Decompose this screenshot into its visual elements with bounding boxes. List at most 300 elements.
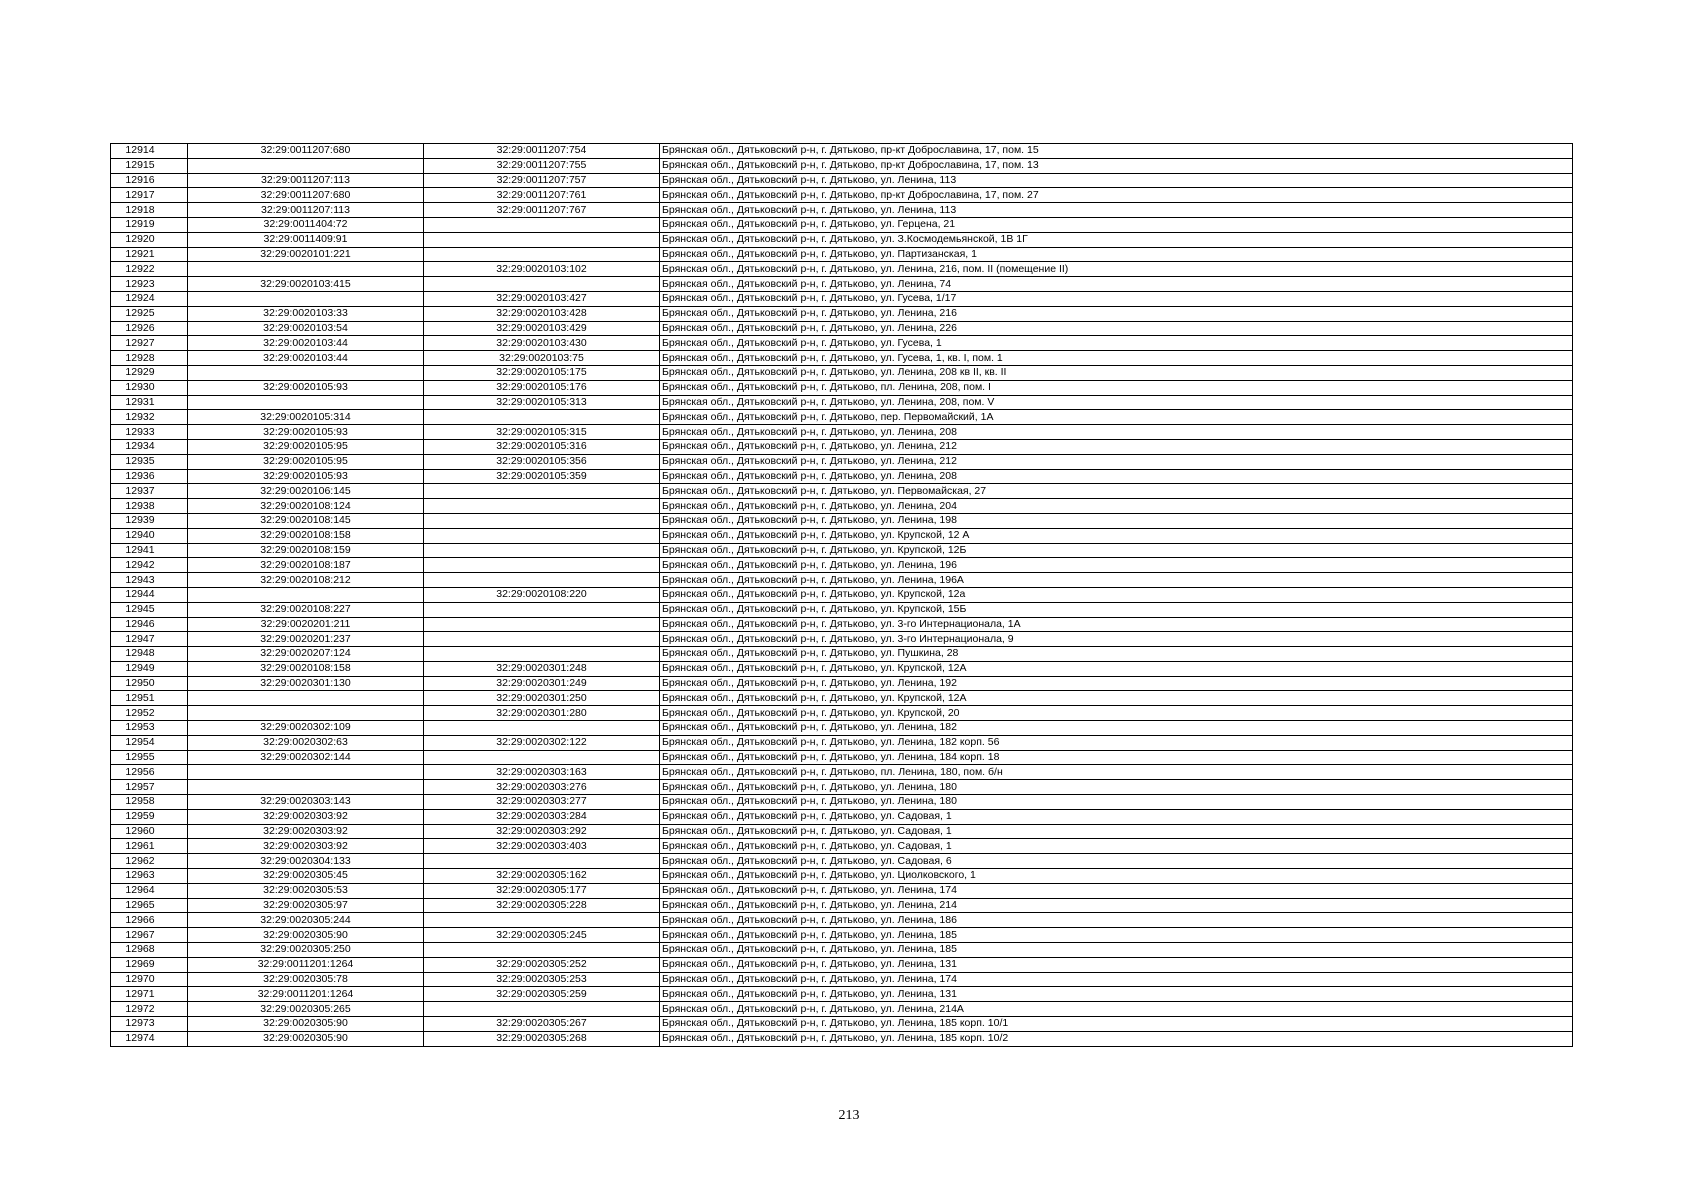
address-cell: Брянская обл., Дятьковский р-н, г. Дятьково, ул. Ленина, 196	[660, 558, 1573, 573]
object-cadastral-number-cell: 32:29:0020105:316	[424, 439, 660, 454]
cadastral-number-cell: 32:29:0011207:113	[188, 203, 424, 218]
table-row	[111, 854, 1573, 869]
row-number-cell: 12927	[111, 336, 188, 351]
table-row	[111, 144, 1573, 159]
object-cadastral-number-cell: 32:29:0020105:176	[424, 380, 660, 395]
cadastral-number-cell	[188, 262, 424, 277]
object-cadastral-number-cell	[424, 543, 660, 558]
row-number-cell: 12960	[111, 824, 188, 839]
address-cell: Брянская обл., Дятьковский р-н, г. Дятьково, ул. Ленина, 208, пом. V	[660, 395, 1573, 410]
object-cadastral-number-cell: 32:29:0011207:755	[424, 158, 660, 173]
address-cell: Брянская обл., Дятьковский р-н, г. Дятьково, пл. Ленина, 180, пом. б/н	[660, 765, 1573, 780]
cadastral-number-cell: 32:29:0020108:158	[188, 528, 424, 543]
cadastral-number-cell: 32:29:0020201:211	[188, 617, 424, 632]
row-number-cell: 12928	[111, 351, 188, 366]
address-cell: Брянская обл., Дятьковский р-н, г. Дятьково, ул. Крупской, 12А	[660, 661, 1573, 676]
object-cadastral-number-cell	[424, 647, 660, 662]
object-cadastral-number-cell: 32:29:0011207:757	[424, 173, 660, 188]
address-cell: Брянская обл., Дятьковский р-н, г. Дятьково, ул. Герцена, 21	[660, 217, 1573, 232]
object-cadastral-number-cell: 32:29:0011207:761	[424, 188, 660, 203]
object-cadastral-number-cell	[424, 277, 660, 292]
row-number-cell: 12942	[111, 558, 188, 573]
address-cell: Брянская обл., Дятьковский р-н, г. Дятьково, ул. Ленина, 182	[660, 721, 1573, 736]
cadastral-number-cell: 32:29:0011201:1264	[188, 987, 424, 1002]
cadastral-number-cell: 32:29:0020305:53	[188, 883, 424, 898]
cadastral-number-cell: 32:29:0020108:227	[188, 602, 424, 617]
table-row	[111, 203, 1573, 218]
object-cadastral-number-cell: 32:29:0020103:429	[424, 321, 660, 336]
row-number-cell: 12974	[111, 1031, 188, 1046]
table-row	[111, 573, 1573, 588]
cadastral-number-cell	[188, 780, 424, 795]
object-cadastral-number-cell: 32:29:0020103:75	[424, 351, 660, 366]
table-row	[111, 839, 1573, 854]
table-row	[111, 898, 1573, 913]
row-number-cell: 12973	[111, 1017, 188, 1032]
cadastral-number-cell: 32:29:0020105:95	[188, 454, 424, 469]
cadastral-number-cell: 32:29:0020108:159	[188, 543, 424, 558]
address-cell: Брянская обл., Дятьковский р-н, г. Дятьково, ул. Садовая, 1	[660, 824, 1573, 839]
cadastral-number-cell	[188, 706, 424, 721]
cadastral-number-cell: 32:29:0020302:144	[188, 750, 424, 765]
row-number-cell: 12952	[111, 706, 188, 721]
object-cadastral-number-cell: 32:29:0011207:754	[424, 144, 660, 159]
address-cell: Брянская обл., Дятьковский р-н, г. Дятьково, пр-кт Доброславина, 17, пом. 27	[660, 188, 1573, 203]
cadastral-number-cell: 32:29:0020103:44	[188, 336, 424, 351]
address-cell: Брянская обл., Дятьковский р-н, г. Дятьково, ул. Ленина, 214А	[660, 1002, 1573, 1017]
cadastral-number-cell: 32:29:0011207:113	[188, 173, 424, 188]
row-number-cell: 12964	[111, 883, 188, 898]
address-cell: Брянская обл., Дятьковский р-н, г. Дятьково, ул. Ленина, 185 корп. 10/2	[660, 1031, 1573, 1046]
table-row	[111, 410, 1573, 425]
table-row	[111, 499, 1573, 514]
address-cell: Брянская обл., Дятьковский р-н, г. Дятьково, ул. Ленина, 196А	[660, 573, 1573, 588]
row-number-cell: 12965	[111, 898, 188, 913]
cadastral-number-cell: 32:29:0020305:90	[188, 1017, 424, 1032]
object-cadastral-number-cell: 32:29:0020303:163	[424, 765, 660, 780]
row-number-cell: 12924	[111, 291, 188, 306]
row-number-cell: 12967	[111, 928, 188, 943]
address-cell: Брянская обл., Дятьковский р-н, г. Дятьково, ул. Ленина, 185 корп. 10/1	[660, 1017, 1573, 1032]
cadastral-number-cell: 32:29:0020303:92	[188, 824, 424, 839]
object-cadastral-number-cell: 32:29:0020108:220	[424, 587, 660, 602]
table-row	[111, 765, 1573, 780]
cadastral-number-cell	[188, 395, 424, 410]
table-row	[111, 262, 1573, 277]
cadastral-number-cell: 32:29:0020103:33	[188, 306, 424, 321]
cadastral-number-cell: 32:29:0020108:212	[188, 573, 424, 588]
table-row	[111, 987, 1573, 1002]
table-row	[111, 661, 1573, 676]
address-cell: Брянская обл., Дятьковский р-н, г. Дятьково, ул. Ленина, 208	[660, 469, 1573, 484]
table-row	[111, 513, 1573, 528]
cadastral-number-cell: 32:29:0020101:221	[188, 247, 424, 262]
row-number-cell: 12932	[111, 410, 188, 425]
cadastral-number-cell: 32:29:0020108:145	[188, 513, 424, 528]
object-cadastral-number-cell	[424, 528, 660, 543]
address-cell: Брянская обл., Дятьковский р-н, г. Дятьково, ул. З.Космодемьянской, 1В 1Г	[660, 232, 1573, 247]
cadastral-number-cell: 32:29:0020106:145	[188, 484, 424, 499]
row-number-cell: 12938	[111, 499, 188, 514]
table-row	[111, 528, 1573, 543]
table-row	[111, 750, 1573, 765]
table-row	[111, 543, 1573, 558]
row-number-cell: 12939	[111, 513, 188, 528]
object-cadastral-number-cell: 32:29:0020305:268	[424, 1031, 660, 1046]
cadastral-number-cell: 32:29:0020305:90	[188, 928, 424, 943]
table-row	[111, 943, 1573, 958]
object-cadastral-number-cell	[424, 573, 660, 588]
object-cadastral-number-cell	[424, 558, 660, 573]
table-row	[111, 336, 1573, 351]
address-cell: Брянская обл., Дятьковский р-н, г. Дятьково, ул. Крупской, 12 А	[660, 528, 1573, 543]
row-number-cell: 12930	[111, 380, 188, 395]
address-cell: Брянская обл., Дятьковский р-н, г. Дятьково, ул. Ленина, 214	[660, 898, 1573, 913]
address-cell: Брянская обл., Дятьковский р-н, г. Дятьково, ул. Ленина, 185	[660, 928, 1573, 943]
cadastral-number-cell	[188, 691, 424, 706]
address-cell: Брянская обл., Дятьковский р-н, г. Дятьково, ул. Гусева, 1, кв. I, пом. 1	[660, 351, 1573, 366]
object-cadastral-number-cell: 32:29:0020103:428	[424, 306, 660, 321]
table-row	[111, 365, 1573, 380]
object-cadastral-number-cell: 32:29:0020305:177	[424, 883, 660, 898]
object-cadastral-number-cell	[424, 232, 660, 247]
address-cell: Брянская обл., Дятьковский р-н, г. Дятьково, ул. Крупской, 20	[660, 706, 1573, 721]
row-number-cell: 12929	[111, 365, 188, 380]
object-cadastral-number-cell: 32:29:0020105:356	[424, 454, 660, 469]
cadastral-number-cell: 32:29:0020105:314	[188, 410, 424, 425]
cadastral-number-cell: 32:29:0020305:265	[188, 1002, 424, 1017]
table-row	[111, 321, 1573, 336]
table-row	[111, 173, 1573, 188]
row-number-cell: 12936	[111, 469, 188, 484]
row-number-cell: 12925	[111, 306, 188, 321]
cadastral-number-cell	[188, 291, 424, 306]
cadastral-number-cell: 32:29:0020303:92	[188, 839, 424, 854]
object-cadastral-number-cell	[424, 602, 660, 617]
address-cell: Брянская обл., Дятьковский р-н, г. Дятьково, ул. Садовая, 6	[660, 854, 1573, 869]
table-row	[111, 158, 1573, 173]
row-number-cell: 12957	[111, 780, 188, 795]
object-cadastral-number-cell: 32:29:0020105:359	[424, 469, 660, 484]
object-cadastral-number-cell: 32:29:0020301:280	[424, 706, 660, 721]
row-number-cell: 12948	[111, 647, 188, 662]
cadastral-number-cell: 32:29:0020108:187	[188, 558, 424, 573]
address-cell: Брянская обл., Дятьковский р-н, г. Дятьково, ул. Садовая, 1	[660, 809, 1573, 824]
object-cadastral-number-cell	[424, 499, 660, 514]
cadastral-number-cell	[188, 158, 424, 173]
cadastral-number-cell: 32:29:0011404:72	[188, 217, 424, 232]
object-cadastral-number-cell: 32:29:0020303:403	[424, 839, 660, 854]
address-cell: Брянская обл., Дятьковский р-н, г. Дятьково, ул. Ленина, 180	[660, 780, 1573, 795]
row-number-cell: 12946	[111, 617, 188, 632]
row-number-cell: 12966	[111, 913, 188, 928]
cadastral-number-cell: 32:29:0020103:54	[188, 321, 424, 336]
cadastral-number-cell: 32:29:0020302:109	[188, 721, 424, 736]
object-cadastral-number-cell	[424, 943, 660, 958]
row-number-cell: 12934	[111, 439, 188, 454]
table-row	[111, 780, 1573, 795]
row-number-cell: 12969	[111, 957, 188, 972]
page-number: 213	[838, 1108, 860, 1123]
address-cell: Брянская обл., Дятьковский р-н, г. Дятьково, ул. Ленина, 74	[660, 277, 1573, 292]
cadastral-number-cell: 32:29:0020103:44	[188, 351, 424, 366]
row-number-cell: 12956	[111, 765, 188, 780]
table-row	[111, 869, 1573, 884]
object-cadastral-number-cell: 32:29:0020305:252	[424, 957, 660, 972]
object-cadastral-number-cell	[424, 484, 660, 499]
table-row	[111, 1017, 1573, 1032]
row-number-cell: 12917	[111, 188, 188, 203]
address-cell: Брянская обл., Дятьковский р-н, г. Дятьково, ул. Первомайская, 27	[660, 484, 1573, 499]
table-row	[111, 647, 1573, 662]
table-row	[111, 351, 1573, 366]
cadastral-number-cell: 32:29:0020305:250	[188, 943, 424, 958]
cadastral-number-cell: 32:29:0020105:95	[188, 439, 424, 454]
address-cell: Брянская обл., Дятьковский р-н, г. Дятьково, ул. Крупской, 12А	[660, 691, 1573, 706]
table-row	[111, 587, 1573, 602]
row-number-cell: 12914	[111, 144, 188, 159]
object-cadastral-number-cell	[424, 513, 660, 528]
object-cadastral-number-cell: 32:29:0020302:122	[424, 735, 660, 750]
row-number-cell: 12972	[111, 1002, 188, 1017]
cadastral-number-cell: 32:29:0020305:90	[188, 1031, 424, 1046]
object-cadastral-number-cell: 32:29:0020105:313	[424, 395, 660, 410]
row-number-cell: 12919	[111, 217, 188, 232]
cadastral-number-cell: 32:29:0011207:680	[188, 144, 424, 159]
object-cadastral-number-cell	[424, 217, 660, 232]
cadastral-number-cell: 32:29:0020105:93	[188, 469, 424, 484]
row-number-cell: 12935	[111, 454, 188, 469]
address-cell: Брянская обл., Дятьковский р-н, г. Дятьково, ул. Ленина, 131	[660, 957, 1573, 972]
cadastral-number-cell: 32:29:0011207:680	[188, 188, 424, 203]
table-row	[111, 602, 1573, 617]
address-cell: Брянская обл., Дятьковский р-н, г. Дятьково, ул. 3-го Интернационала, 1А	[660, 617, 1573, 632]
table-row	[111, 469, 1573, 484]
object-cadastral-number-cell: 32:29:0020301:250	[424, 691, 660, 706]
address-cell: Брянская обл., Дятьковский р-н, г. Дятьково, ул. Ленина, 226	[660, 321, 1573, 336]
cadastral-number-cell: 32:29:0020302:63	[188, 735, 424, 750]
table-row	[111, 277, 1573, 292]
table-row	[111, 795, 1573, 810]
table-row	[111, 247, 1573, 262]
address-cell: Брянская обл., Дятьковский р-н, г. Дятьково, ул. Гусева, 1	[660, 336, 1573, 351]
row-number-cell: 12921	[111, 247, 188, 262]
address-cell: Брянская обл., Дятьковский р-н, г. Дятьково, ул. Ленина, 174	[660, 883, 1573, 898]
table-row	[111, 306, 1573, 321]
row-number-cell: 12959	[111, 809, 188, 824]
table-row	[111, 691, 1573, 706]
table-row	[111, 1031, 1573, 1046]
address-cell: Брянская обл., Дятьковский р-н, г. Дятьково, ул. Ленина, 216, пом. II (помещение II)	[660, 262, 1573, 277]
cadastral-number-cell: 32:29:0020207:124	[188, 647, 424, 662]
row-number-cell: 12915	[111, 158, 188, 173]
row-number-cell: 12954	[111, 735, 188, 750]
table-row	[111, 1002, 1573, 1017]
row-number-cell: 12968	[111, 943, 188, 958]
cadastral-number-cell: 32:29:0020108:158	[188, 661, 424, 676]
table-row	[111, 232, 1573, 247]
address-cell: Брянская обл., Дятьковский р-н, г. Дятьково, ул. Ленина, 208 кв II, кв. II	[660, 365, 1573, 380]
cadastral-number-cell: 32:29:0020303:143	[188, 795, 424, 810]
object-cadastral-number-cell	[424, 913, 660, 928]
row-number-cell: 12931	[111, 395, 188, 410]
row-number-cell: 12918	[111, 203, 188, 218]
object-cadastral-number-cell	[424, 617, 660, 632]
address-cell: Брянская обл., Дятьковский р-н, г. Дятьково, ул. 3-го Интернационала, 9	[660, 632, 1573, 647]
address-cell: Брянская обл., Дятьковский р-н, г. Дятьково, ул. Ленина, 180	[660, 795, 1573, 810]
table-row	[111, 617, 1573, 632]
object-cadastral-number-cell	[424, 854, 660, 869]
table-row	[111, 632, 1573, 647]
address-cell: Брянская обл., Дятьковский р-н, г. Дятьково, ул. Ленина, 182 корп. 56	[660, 735, 1573, 750]
row-number-cell: 12947	[111, 632, 188, 647]
table-row	[111, 291, 1573, 306]
address-cell: Брянская обл., Дятьковский р-н, г. Дятьково, ул. Партизанская, 1	[660, 247, 1573, 262]
address-cell: Брянская обл., Дятьковский р-н, г. Дятьково, ул. Ленина, 216	[660, 306, 1573, 321]
object-cadastral-number-cell: 32:29:0020305:267	[424, 1017, 660, 1032]
row-number-cell: 12945	[111, 602, 188, 617]
table-row	[111, 809, 1573, 824]
object-cadastral-number-cell: 32:29:0020105:175	[424, 365, 660, 380]
address-cell: Брянская обл., Дятьковский р-н, г. Дятьково, ул. Гусева, 1/17	[660, 291, 1573, 306]
cadastral-number-cell: 32:29:0011201:1264	[188, 957, 424, 972]
address-cell: Брянская обл., Дятьковский р-н, г. Дятьково, пер. Первомайский, 1А	[660, 410, 1573, 425]
address-cell: Брянская обл., Дятьковский р-н, г. Дятьково, ул. Ленина, 192	[660, 676, 1573, 691]
row-number-cell: 12970	[111, 972, 188, 987]
address-cell: Брянская обл., Дятьковский р-н, г. Дятьково, ул. Крупской, 12а	[660, 587, 1573, 602]
table-row	[111, 676, 1573, 691]
table-row	[111, 558, 1573, 573]
address-cell: Брянская обл., Дятьковский р-н, г. Дятьково, пр-кт Доброславина, 17, пом. 13	[660, 158, 1573, 173]
table-row	[111, 484, 1573, 499]
object-cadastral-number-cell	[424, 1002, 660, 1017]
row-number-cell: 12958	[111, 795, 188, 810]
row-number-cell: 12916	[111, 173, 188, 188]
row-number-cell: 12951	[111, 691, 188, 706]
object-cadastral-number-cell: 32:29:0020303:277	[424, 795, 660, 810]
object-cadastral-number-cell: 32:29:0020303:284	[424, 809, 660, 824]
cadastral-number-cell: 32:29:0011409:91	[188, 232, 424, 247]
object-cadastral-number-cell: 32:29:0020303:292	[424, 824, 660, 839]
table-row	[111, 957, 1573, 972]
row-number-cell: 12937	[111, 484, 188, 499]
address-cell: Брянская обл., Дятьковский р-н, г. Дятьково, ул. Ленина, 208	[660, 425, 1573, 440]
object-cadastral-number-cell: 32:29:0020305:245	[424, 928, 660, 943]
table-row	[111, 380, 1573, 395]
table-row	[111, 395, 1573, 410]
cadastral-number-cell	[188, 587, 424, 602]
row-number-cell: 12953	[111, 721, 188, 736]
address-cell: Брянская обл., Дятьковский р-н, г. Дятьково, ул. Крупской, 15Б	[660, 602, 1573, 617]
row-number-cell: 12971	[111, 987, 188, 1002]
address-cell: Брянская обл., Дятьковский р-н, г. Дятьково, ул. Ленина, 184 корп. 18	[660, 750, 1573, 765]
table-row	[111, 928, 1573, 943]
address-cell: Брянская обл., Дятьковский р-н, г. Дятьково, ул. Ленина, 212	[660, 439, 1573, 454]
table-row	[111, 706, 1573, 721]
table-row	[111, 454, 1573, 469]
cadastral-number-cell	[188, 765, 424, 780]
table-row	[111, 883, 1573, 898]
cadastral-number-cell: 32:29:0020108:124	[188, 499, 424, 514]
row-number-cell: 12923	[111, 277, 188, 292]
row-number-cell: 12955	[111, 750, 188, 765]
cadastral-number-cell: 32:29:0020303:92	[188, 809, 424, 824]
object-cadastral-number-cell: 32:29:0020305:228	[424, 898, 660, 913]
table-row	[111, 217, 1573, 232]
object-cadastral-number-cell: 32:29:0020105:315	[424, 425, 660, 440]
cadastral-table	[110, 143, 1573, 1047]
cadastral-number-cell: 32:29:0020301:130	[188, 676, 424, 691]
address-cell: Брянская обл., Дятьковский р-н, г. Дятьково, ул. Ленина, 185	[660, 943, 1573, 958]
address-cell: Брянская обл., Дятьковский р-н, г. Дятьково, ул. Ленина, 204	[660, 499, 1573, 514]
object-cadastral-number-cell	[424, 247, 660, 262]
table-row	[111, 913, 1573, 928]
table-row	[111, 735, 1573, 750]
cadastral-number-cell: 32:29:0020201:237	[188, 632, 424, 647]
cadastral-number-cell: 32:29:0020304:133	[188, 854, 424, 869]
table-row	[111, 721, 1573, 736]
object-cadastral-number-cell: 32:29:0020305:253	[424, 972, 660, 987]
cadastral-number-cell: 32:29:0020305:45	[188, 869, 424, 884]
object-cadastral-number-cell: 32:29:0020301:248	[424, 661, 660, 676]
cadastral-number-cell: 32:29:0020105:93	[188, 425, 424, 440]
address-cell: Брянская обл., Дятьковский р-н, г. Дятьково, пл. Ленина, 208, пом. I	[660, 380, 1573, 395]
row-number-cell: 12933	[111, 425, 188, 440]
table-row	[111, 439, 1573, 454]
table-row	[111, 972, 1573, 987]
object-cadastral-number-cell: 32:29:0020103:427	[424, 291, 660, 306]
row-number-cell: 12943	[111, 573, 188, 588]
address-cell: Брянская обл., Дятьковский р-н, г. Дятьково, ул. Садовая, 1	[660, 839, 1573, 854]
row-number-cell: 12962	[111, 854, 188, 869]
address-cell: Брянская обл., Дятьковский р-н, г. Дятьково, ул. Ленина, 113	[660, 173, 1573, 188]
address-cell: Брянская обл., Дятьковский р-н, г. Дятьково, ул. Ленина, 113	[660, 203, 1573, 218]
object-cadastral-number-cell: 32:29:0020305:259	[424, 987, 660, 1002]
object-cadastral-number-cell	[424, 721, 660, 736]
object-cadastral-number-cell: 32:29:0020303:276	[424, 780, 660, 795]
row-number-cell: 12961	[111, 839, 188, 854]
table-row	[111, 188, 1573, 203]
cadastral-number-cell: 32:29:0020305:97	[188, 898, 424, 913]
address-cell: Брянская обл., Дятьковский р-н, г. Дятьково, ул. Циолковского, 1	[660, 869, 1573, 884]
cadastral-number-cell: 32:29:0020305:78	[188, 972, 424, 987]
row-number-cell: 12949	[111, 661, 188, 676]
cadastral-number-cell: 32:29:0020105:93	[188, 380, 424, 395]
address-cell: Брянская обл., Дятьковский р-н, г. Дятьково, ул. Ленина, 131	[660, 987, 1573, 1002]
address-cell: Брянская обл., Дятьковский р-н, г. Дятьково, ул. Крупской, 12Б	[660, 543, 1573, 558]
object-cadastral-number-cell: 32:29:0020103:430	[424, 336, 660, 351]
row-number-cell: 12944	[111, 587, 188, 602]
address-cell: Брянская обл., Дятьковский р-н, г. Дятьково, ул. Ленина, 186	[660, 913, 1573, 928]
row-number-cell: 12940	[111, 528, 188, 543]
object-cadastral-number-cell: 32:29:0020103:102	[424, 262, 660, 277]
table-body	[111, 144, 1573, 1047]
address-cell: Брянская обл., Дятьковский р-н, г. Дятьково, ул. Ленина, 198	[660, 513, 1573, 528]
object-cadastral-number-cell	[424, 410, 660, 425]
row-number-cell: 12950	[111, 676, 188, 691]
row-number-cell: 12941	[111, 543, 188, 558]
object-cadastral-number-cell: 32:29:0011207:767	[424, 203, 660, 218]
address-cell: Брянская обл., Дятьковский р-н, г. Дятьково, пр-кт Доброславина, 17, пом. 15	[660, 144, 1573, 159]
object-cadastral-number-cell: 32:29:0020301:249	[424, 676, 660, 691]
cadastral-number-cell: 32:29:0020305:244	[188, 913, 424, 928]
table-row	[111, 824, 1573, 839]
table-row	[111, 425, 1573, 440]
row-number-cell: 12926	[111, 321, 188, 336]
address-cell: Брянская обл., Дятьковский р-н, г. Дятьково, ул. Пушкина, 28	[660, 647, 1573, 662]
row-number-cell: 12920	[111, 232, 188, 247]
cadastral-number-cell	[188, 365, 424, 380]
